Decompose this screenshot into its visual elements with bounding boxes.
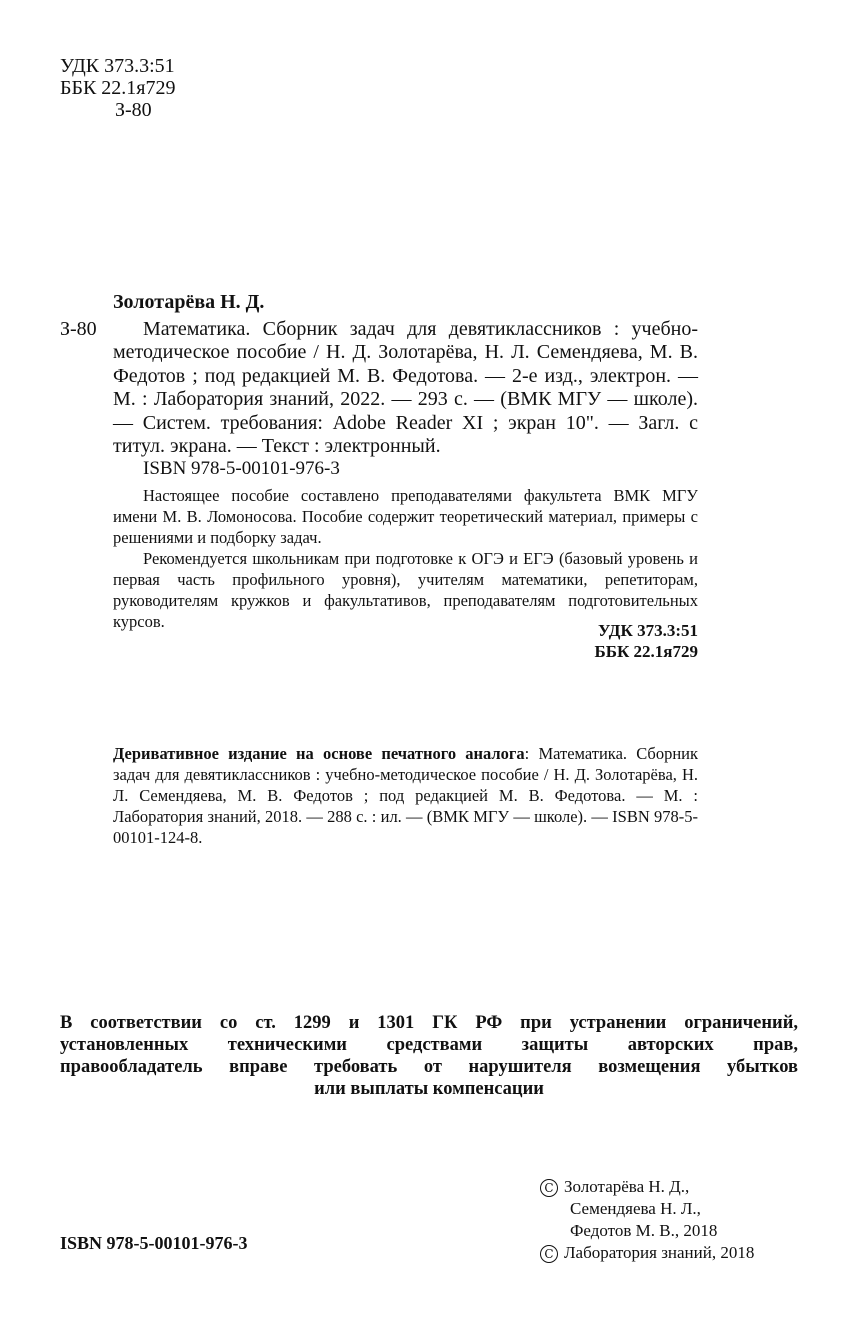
- header-bbk: ББК 22.1я729: [60, 77, 176, 99]
- copyright-author-2: Семендяева Н. Л.,: [570, 1199, 701, 1218]
- derivative-lead: Деривативное издание на основе печатного аналога: [113, 744, 525, 763]
- copyright-authors: [540, 1176, 754, 1198]
- author-heading: Золотарёва Н. Д.: [113, 291, 265, 313]
- record-description: [113, 318, 698, 458]
- legal-line-4: или выплаты компенсации: [314, 1079, 544, 1099]
- annotation-1-text: Настоящее пособие составлено преподавателями факультета ВМК МГУ имени М. В. Ломоносова. Пособие содержит теоретический материал, примеры с решениями и подборку задач.: [113, 486, 698, 547]
- header-udk: УДК 373.3:51: [60, 55, 175, 77]
- copyright-author-3: Федотов М. В., 2018: [570, 1221, 718, 1240]
- copyright-author-1: Золотарёва Н. Д.,: [564, 1177, 690, 1196]
- copyright-block: [540, 1176, 754, 1264]
- record-bbk: ББК 22.1я729: [594, 642, 698, 661]
- derivative-text: : Математика. Сборник задач для девятиклассников : учебно-методическое пособие / Н. Д. Золотарёва, Н. Л. Семендяева, М. В. Федотов ; под редакцией М. В. Федотова. — М. : Лаборатория знаний, 2018. — 288 с. : ил. — (ВМК МГУ — школе). — ISBN 978-5-00101-124-8.: [113, 744, 698, 847]
- record-annotation-1: [113, 485, 698, 548]
- legal-notice: [60, 1012, 798, 1100]
- copyright-publisher-text: Лаборатория знаний, 2018: [564, 1243, 755, 1262]
- copyright-publisher: [540, 1242, 754, 1264]
- annotation-2-text: Рекомендуется школьникам при подготовке к ОГЭ и ЕГЭ (базовый уровень и первая часть профильного уровня), учителям математики, репетиторам, руководителям кружков и факультативов, преподавателям подготовительных курсов.: [113, 549, 698, 631]
- record-isbn: ISBN 978-5-00101-976-3: [143, 458, 340, 479]
- legal-line-3: правообладатель вправе требовать от нарушителя возмещения убытков: [60, 1057, 798, 1077]
- header-codes: [60, 55, 176, 121]
- header-author-mark: З-80: [115, 99, 152, 121]
- record-description-text: Математика. Сборник задач для девятиклассников : учебно-методическое пособие / Н. Д. Золотарёва, Н. Л. Семендяева, М. В. Федотов ; под редакцией М. В. Федотова. — 2-е изд., электрон. — М. : Лаборатория знаний, 2022. — 293 с. — (ВМК МГУ — школе). — Систем. требования: Adobe Reader XI ; экран 10". — Загл. с титул. экрана. — Текст : электронный.: [113, 318, 698, 458]
- footer-isbn: ISBN 978-5-00101-976-3: [60, 1233, 248, 1253]
- record-author-mark: З-80: [60, 318, 97, 340]
- record-udk: УДК 373.3:51: [598, 621, 698, 640]
- legal-line-1: В соответствии со ст. 1299 и 1301 ГК РФ при устранении ограничений,: [60, 1013, 798, 1033]
- copyright-icon: C: [540, 1245, 558, 1263]
- derivative-note: [113, 743, 698, 848]
- record-codes: [500, 620, 698, 662]
- copyright-icon: C: [540, 1179, 558, 1197]
- legal-line-2: установленных техническими средствами защиты авторских прав,: [60, 1035, 798, 1055]
